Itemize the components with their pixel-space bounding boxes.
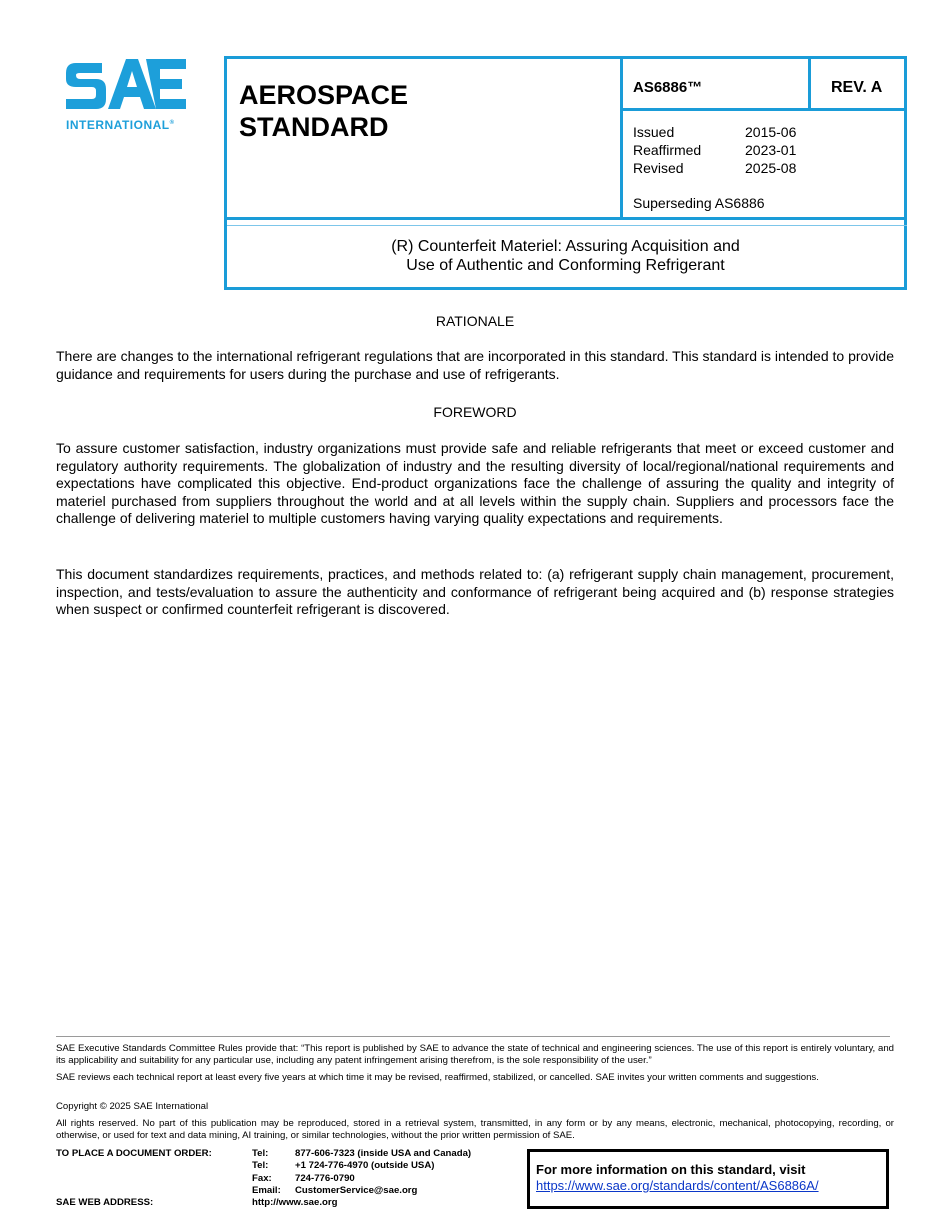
date-label: Reaffirmed bbox=[633, 142, 702, 158]
contact-value: +1 724-776-4970 (outside USA) bbox=[295, 1160, 435, 1172]
foreword-paragraph-1: To assure customer satisfaction, industry organizations must provide safe and reliable refrigerants that meet or exceed customer and regulatory authority requirements. The globalization of industry and the resulting diversity of local/regional/national requirements and expectations have complicated this objective. End-product organizations face the challenge of assuring the quality and integrity of materiel purchased from suppliers throughout the world and at all levels within the supply chain. Suppliers and processors face the challenge of delivering materiel to multiple customers having varying quality expectations and requirements. bbox=[56, 440, 894, 526]
date-label: Issued bbox=[633, 124, 675, 140]
contact-row bbox=[252, 1173, 471, 1185]
logo-registered-mark: ® bbox=[169, 120, 175, 126]
standard-type-title bbox=[239, 79, 408, 143]
footer-divider bbox=[56, 1036, 890, 1037]
contact-key: Fax: bbox=[252, 1172, 272, 1184]
contact-details bbox=[252, 1148, 471, 1209]
divider-vertical-2 bbox=[808, 59, 811, 111]
sae-logo-mark bbox=[66, 55, 188, 117]
web-address-link[interactable]: http://www.sae.org bbox=[252, 1197, 338, 1209]
contact-email[interactable]: CustomerService@sae.org bbox=[295, 1184, 418, 1196]
logo-international: INTERNATIONAL bbox=[66, 118, 170, 132]
contact-value: 724-776-0790 bbox=[295, 1172, 355, 1184]
contact-key: Email: bbox=[252, 1184, 281, 1196]
date-history bbox=[633, 123, 796, 177]
date-value: 2015-06 bbox=[745, 124, 797, 140]
divider-horizontal-1 bbox=[620, 108, 907, 111]
revision-label: REV. A bbox=[831, 79, 883, 96]
sae-logo-text bbox=[66, 118, 188, 132]
rationale-paragraph: There are changes to the international refrigerant regulations that are incorporated in this standard. This standard is intended to provide guidance and requirements for users during the purchase and use of refrigerants. bbox=[56, 348, 894, 382]
contact-value: 877-606-7323 (inside USA and Canada) bbox=[295, 1148, 472, 1159]
copyright-text: Copyright © 2025 SAE International bbox=[56, 1101, 209, 1112]
contact-row bbox=[252, 1197, 471, 1209]
divider-horizontal-thin bbox=[227, 225, 907, 226]
subject-line-2: Use of Authentic and Conforming Refrigerant bbox=[406, 257, 725, 274]
subject-line-1: (R) Counterfeit Materiel: Assuring Acquisition and bbox=[391, 238, 740, 255]
header-box bbox=[224, 56, 907, 290]
contact-key: Tel: bbox=[252, 1160, 269, 1172]
date-row-revised bbox=[633, 159, 796, 177]
web-address-label: SAE WEB ADDRESS: bbox=[56, 1197, 154, 1208]
committee-rules-text: SAE Executive Standards Committee Rules provide that: “This report is published by SAE to advance the state of technical and engineering sciences. The use of this report is entirely voluntary, and its applicability and suitability for any particular use, including any patent infringement arising therefrom, is the sole responsibility of the user.” bbox=[56, 1043, 894, 1066]
foreword-paragraph-2: This document standardizes requirements, practices, and methods related to: (a) refrigerant supply chain management, procurement, inspection, and tests/evaluation to assure the authenticity and conformance of refrigerant being acquired and (b) response strategies when suspect or confirmed counterfeit refrigerant is discovered. bbox=[56, 566, 894, 617]
title-line-1: AEROSPACE bbox=[239, 80, 409, 110]
more-info-box bbox=[527, 1149, 889, 1209]
contact-key: Tel: bbox=[252, 1148, 269, 1159]
more-info-heading: For more information on this standard, visit bbox=[536, 1162, 806, 1177]
sae-logo bbox=[66, 55, 188, 135]
contact-row bbox=[252, 1148, 471, 1160]
date-label: Revised bbox=[633, 160, 684, 176]
rights-text: All rights reserved. No part of this publication may be reproduced, stored in a retrieval system, transmitted, in any form or by any means, electronic, mechanical, photocopying, recording, or otherwise, or used for text and data mining, AI training, or similar technologies, without the prior written permission of SAE. bbox=[56, 1118, 894, 1141]
date-row-issued bbox=[633, 123, 796, 141]
contact-row bbox=[252, 1160, 471, 1172]
rationale-heading: RATIONALE bbox=[435, 313, 515, 329]
superseding-note: Superseding AS6886 bbox=[633, 195, 765, 211]
divider-horizontal-2 bbox=[227, 217, 907, 220]
date-row-reaffirmed bbox=[633, 141, 796, 159]
document-subject bbox=[227, 237, 904, 275]
foreword-heading: FOREWORD bbox=[433, 404, 517, 420]
review-text: SAE reviews each technical report at least every five years at which time it may be revised, reaffirmed, stabilized, or cancelled. SAE invites your written comments and suggestions. bbox=[56, 1072, 819, 1083]
date-value: 2025-08 bbox=[745, 160, 797, 176]
divider-vertical-1 bbox=[620, 59, 623, 220]
document-number: AS6886™ bbox=[633, 79, 703, 96]
order-label: TO PLACE A DOCUMENT ORDER: bbox=[56, 1148, 212, 1159]
title-line-2: STANDARD bbox=[239, 112, 389, 142]
date-value: 2023-01 bbox=[745, 142, 797, 158]
contact-row bbox=[252, 1185, 471, 1197]
standard-info-link[interactable]: https://www.sae.org/standards/content/AS6886A/ bbox=[536, 1178, 819, 1193]
